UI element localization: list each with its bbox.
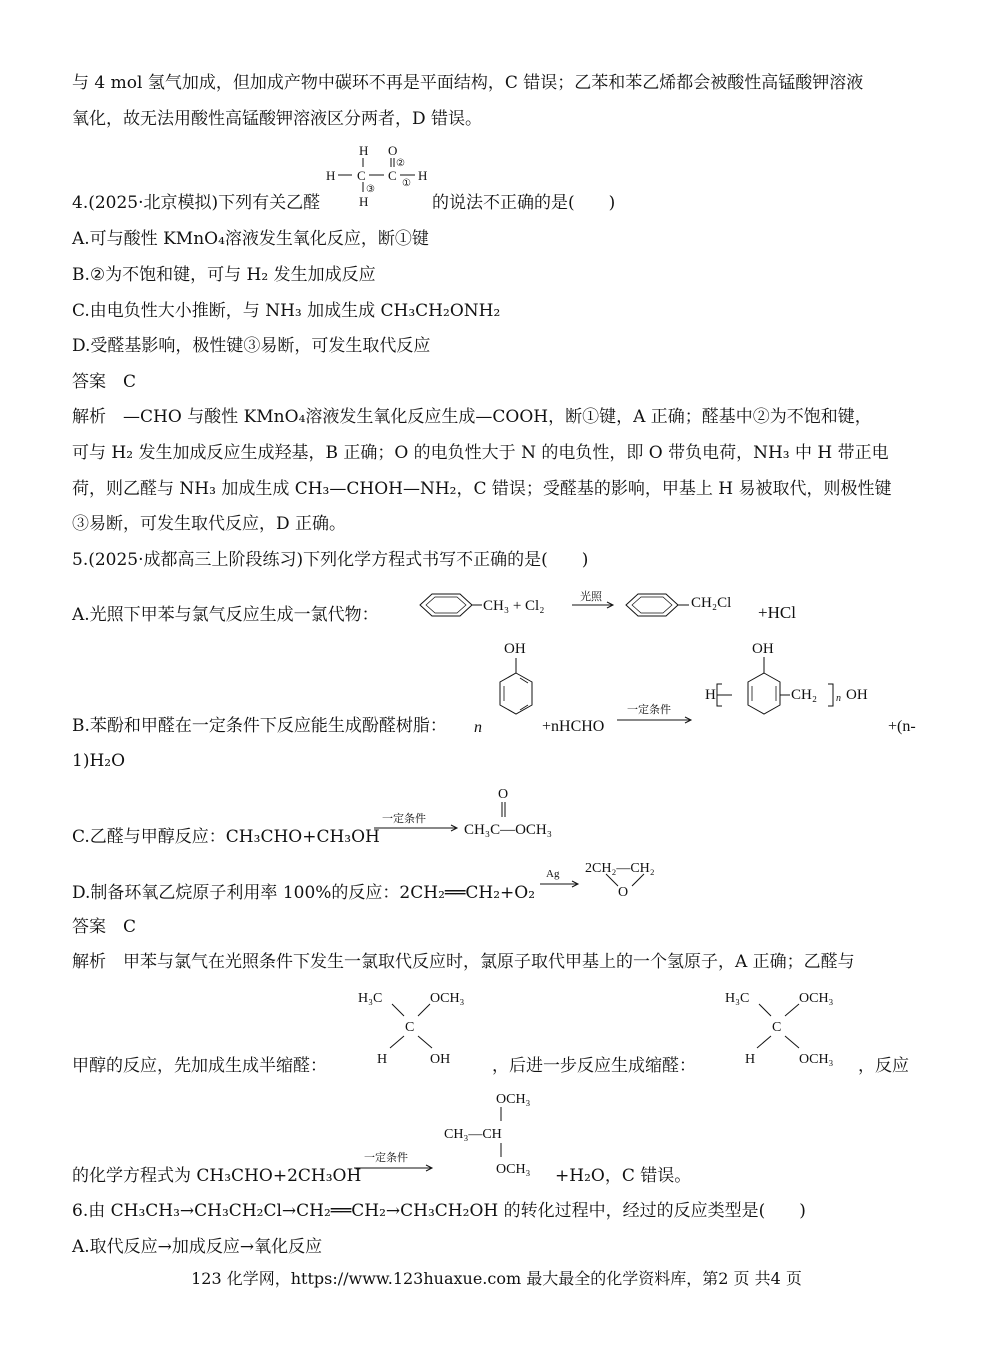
explanation-line: 解析 甲苯与氯气在光照条件下发生一氯取代反应时，氯原子取代甲基上的一个氢原子，A 正确；乙醛与 <box>72 952 855 972</box>
explanation-line: 解析 —CHO 与酸性 KMnO₄溶液发生氧化反应生成—COOH，断①键，A 正确；醛基中②为不饱和键， <box>72 407 872 427</box>
group-label: CH₃—CH <box>444 1127 502 1142</box>
atom-label: C <box>357 168 366 183</box>
condition-label: 一定条件 <box>627 704 671 716</box>
benzene-ring-icon <box>500 673 532 714</box>
option-a: A.取代反应→加成反应→氧化反应 <box>72 1237 323 1257</box>
page-footer: 123 化学网，https://www.123huaxue.com 最大最全的化学资料库，第2 页 共4 页 <box>191 1269 802 1288</box>
benzene-ring-icon <box>626 594 678 616</box>
acetal-formation-equation <box>372 782 592 842</box>
bond-label-3: ③ <box>366 184 375 195</box>
condition-label: 一定条件 <box>382 813 426 825</box>
byproduct-label: +HCl <box>758 603 796 622</box>
bond-label-2: ② <box>396 158 405 169</box>
atom-label: H <box>745 1052 756 1067</box>
end-group-label: H <box>705 687 716 703</box>
option-b-cont: 1)H₂O <box>72 751 126 771</box>
benzene-ring-icon <box>748 673 780 714</box>
toluene-chlorination-equation <box>408 585 813 630</box>
product-label: CH₃C—OCH₃ <box>464 822 552 838</box>
option-d-text: D.制备环氧乙烷原子利用率 100%的反应：2CH₂══CH₂+O₂ <box>72 883 536 903</box>
subscript-label: n <box>836 693 841 704</box>
group-label: OCH₃ <box>496 1162 531 1177</box>
option-a-text: A.光照下甲苯与氯气反应生成一氯代物： <box>72 605 379 625</box>
atom-label: O <box>498 787 509 802</box>
question-4-stem-a: 4.(2025·北京模拟)下列有关乙醛 <box>72 193 321 213</box>
acetaldehyde-structure <box>322 140 434 212</box>
explanation-line: 可与 H₂ 发生加成反应生成羟基，B 正确；O 的电负性大于 N 的电负性，即 O 带负电荷，NH₃ 中 H 带正电 <box>72 443 889 463</box>
explanation-text: 甲醇的反应，先加成生成半缩醛： <box>72 1056 327 1076</box>
byproduct-label: +(n- <box>888 718 916 735</box>
product-label: 2CH₂—CH₂ <box>585 861 655 876</box>
explanation-text: ，后进一步反应生成缩醛： <box>492 1056 696 1076</box>
option-c: C.由电负性大小推断，与 NH₃ 加成生成 CH₃CH₂ONH₂ <box>72 301 501 321</box>
condition-label: 光照 <box>580 591 602 603</box>
acetal-structure <box>715 982 865 1074</box>
reactant-label: +nHCHO <box>542 718 605 735</box>
answer: 答案 C <box>72 372 137 392</box>
option-d: D.受醛基影响，极性键③易断，可发生取代反应 <box>72 336 431 356</box>
atom-label: O <box>618 885 629 900</box>
text-line: 与 4 mol 氢气加成，但加成产物中碳环不再是平面结构，C 错误；乙苯和苯乙烯都会被酸性高锰酸钾溶液 <box>72 73 864 93</box>
text-line: 氧化，故无法用酸性高锰酸钾溶液区分两者，D 错误。 <box>72 109 483 129</box>
atom-label: C <box>772 1020 782 1035</box>
explanation-text: +H₂O，C 错误。 <box>555 1166 692 1186</box>
group-label: H₃C <box>358 991 383 1006</box>
substituent-label: OH <box>752 641 774 657</box>
explanation-line: ③易断，可发生取代反应，D 正确。 <box>72 514 347 534</box>
option-b: B.②为不饱和键，可与 H₂ 发生加成反应 <box>72 265 376 285</box>
atom-label: C <box>405 1020 415 1035</box>
atom-label: H <box>326 168 336 183</box>
question-4-stem-b: 的说法不正确的是( ) <box>432 193 616 213</box>
explanation-text: ，反应 <box>858 1056 909 1076</box>
question-6-stem: 6.由 CH₃CH₃→CH₃CH₂Cl→CH₂══CH₂→CH₃CH₂OH 的转化过程中，经过的反应类型是( ) <box>72 1201 806 1221</box>
bond-label-1: ① <box>402 178 411 189</box>
question-5-stem: 5.(2025·成都高三上阶段练习)下列化学方程式书写不正确的是( ) <box>72 550 589 570</box>
option-c-text: C.乙醛与甲醇反应：CH₃CHO+CH₃OH <box>72 827 380 847</box>
atom-label: O <box>388 143 398 158</box>
option-a: A.可与酸性 KMnO₄溶液发生氧化反应，断①键 <box>72 229 429 249</box>
end-group-label: OH <box>846 687 868 703</box>
group-label: OCH₃ <box>799 1052 834 1067</box>
condition-label: 一定条件 <box>364 1152 408 1164</box>
explanation-text: 的化学方程式为 CH₃CHO+2CH₃OH <box>72 1166 362 1186</box>
explanation-line: 荷，则乙醛与 NH₃ 加成生成 CH₃—CHOH—NH₂，C 错误；受醛基的影响，甲基上 H 易被取代，则极性键 <box>72 479 892 499</box>
atom-label: H <box>377 1052 388 1067</box>
acetal-equation <box>352 1085 562 1185</box>
benzene-ring-icon <box>420 594 472 616</box>
atom-label: H <box>418 168 428 183</box>
repeat-unit-label: CH₂ <box>791 687 818 703</box>
product-label: CH₂Cl <box>691 595 732 611</box>
coefficient-label: n <box>474 719 482 736</box>
group-label: OH <box>430 1052 451 1067</box>
reactant-label: CH₃ + Cl₂ <box>483 598 545 614</box>
atom-label: H <box>359 194 369 209</box>
group-label: OCH₃ <box>799 991 834 1006</box>
phenol-formaldehyde-equation <box>470 635 930 745</box>
group-label: OCH₃ <box>430 991 465 1006</box>
option-b-text: B.苯酚和甲醛在一定条件下反应能生成酚醛树脂： <box>72 716 447 736</box>
atom-label: C <box>388 168 397 183</box>
atom-label: H <box>359 143 369 158</box>
ethylene-oxide-equation <box>538 852 668 900</box>
answer: 答案 C <box>72 917 137 937</box>
substituent-label: OH <box>504 641 526 657</box>
group-label: OCH₃ <box>496 1092 531 1107</box>
hemiacetal-structure <box>350 982 490 1074</box>
group-label: H₃C <box>725 991 750 1006</box>
condition-label: Ag <box>546 868 560 880</box>
